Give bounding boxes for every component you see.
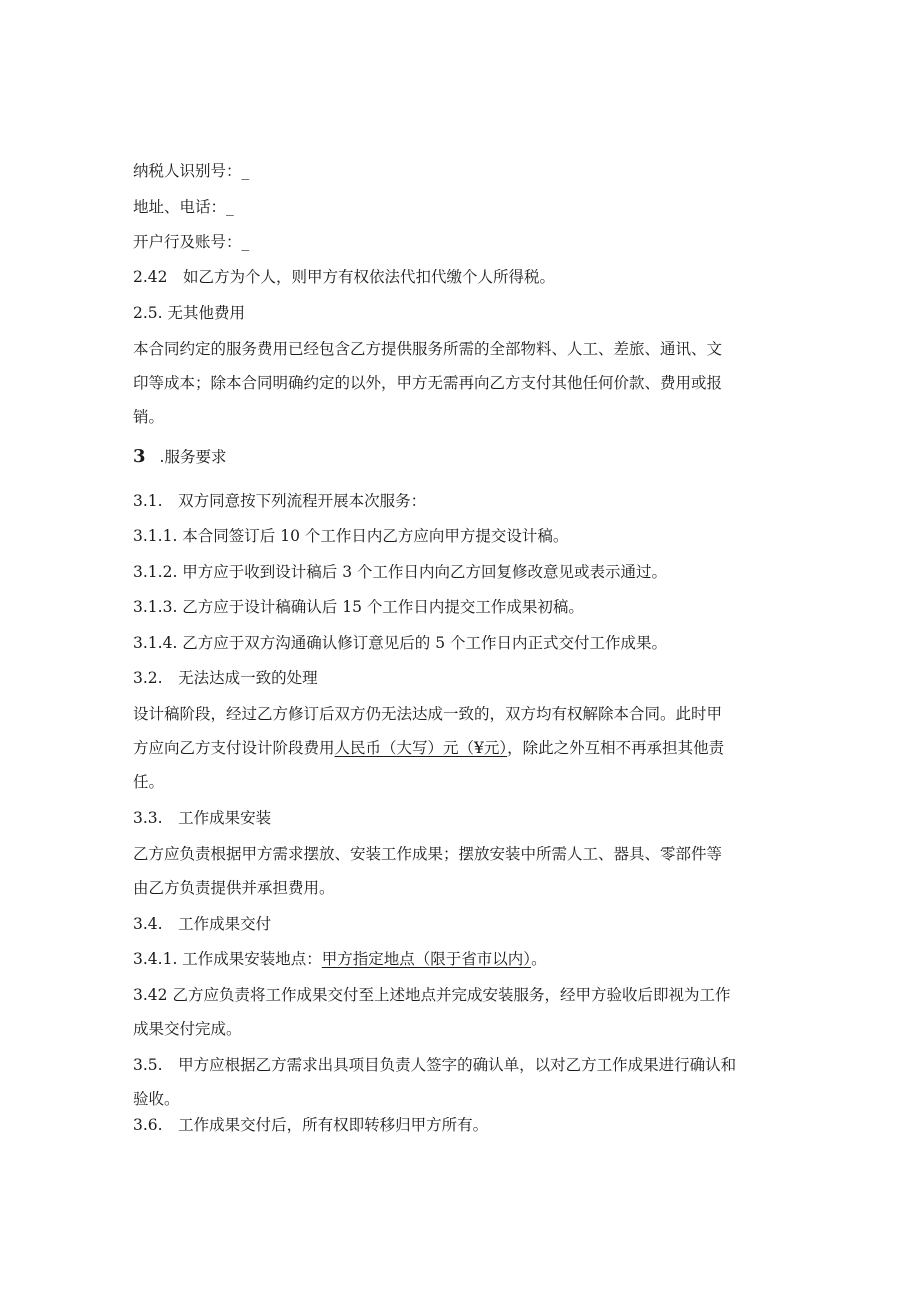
clause-3-4-1 — [133, 948, 793, 970]
clause-3-3-body-line: 乙方应负责根据甲方需求摆放、安装工作成果；摆放安装中所需人工、器具、零部件等 — [133, 845, 723, 863]
section-3-number: 3 — [133, 446, 146, 467]
clause-2-5-title: 2.5. 无其他费用 — [133, 304, 246, 322]
clause-3-2-text: ，除此之外互相不再承担其他责 — [507, 739, 725, 757]
clause-3-6: 3.6. 工作成果交付后，所有权即转移归甲方所有。 — [133, 1116, 489, 1134]
clause-3-42-line: 3.42 乙方应负责将工作成果交付至上述地点并完成安装服务，经甲方验收后即视为工作 — [133, 986, 731, 1004]
clause-3-2-text: 方应向乙方支付设计阶段费用 — [133, 739, 335, 757]
fee-amount-blank: 人民币（大写）元（¥元） — [334, 739, 508, 757]
address-phone-line: 地址、电话：_ — [133, 198, 234, 216]
clause-3-4-1-text: 。 — [531, 950, 547, 968]
clause-2-5-body-line: 本合同约定的服务费用已经包含乙方提供服务所需的全部物料、人工、差旅、通讯、文 — [133, 340, 723, 358]
clause-3-4-title: 3.4. 工作成果交付 — [133, 915, 272, 933]
clause-3-2-title: 3.2. 无法达成一致的处理 — [133, 669, 318, 687]
clause-3-3-title: 3.3. 工作成果安装 — [133, 809, 272, 827]
clause-3-2-body-line: 任。 — [133, 773, 165, 791]
section-3-title: .服务要求 — [159, 448, 227, 466]
tax-id-line: 纳税人识别号：_ — [133, 162, 250, 180]
bank-account-line: 开户行及账号：_ — [133, 233, 250, 251]
clause-3-3-body-line: 由乙方负责提供并承担费用。 — [133, 879, 335, 897]
clause-2-42: 2.42 如乙方为个人，则甲方有权依法代扣代缴个人所得税。 — [133, 268, 556, 286]
clause-3-1-1: 3.1.1. 本合同签订后 10 个工作日内乙方应向甲方提交设计稿。 — [133, 527, 569, 545]
clause-3-1-2: 3.1.2. 甲方应于收到设计稿后 3 个工作日内向乙方回复修改意见或表示通过。 — [133, 563, 668, 581]
clause-3-1: 3.1. 双方同意按下列流程开展本次服务： — [133, 492, 427, 510]
clause-3-2-body-line: 设计稿阶段，经过乙方修订后双方仍无法达成一致的，双方均有权解除本合同。此时甲 — [133, 705, 723, 723]
clause-3-42-line: 成果交付完成。 — [133, 1020, 242, 1038]
clause-3-5-line: 验收。 — [133, 1090, 180, 1108]
install-location-blank: 甲方指定地点（限于省市以内） — [321, 950, 532, 968]
clause-2-5-body-line: 销。 — [133, 408, 165, 426]
clause-2-5-body-line: 印等成本；除本合同明确约定的以外，甲方无需再向乙方支付其他任何价款、费用或报 — [133, 374, 723, 392]
clause-3-4-1-text: 3.4.1. 工作成果安装地点： — [133, 950, 322, 968]
clause-3-5-line: 3.5. 甲方应根据乙方需求出具项目负责人签字的确认单，以对乙方工作成果进行确认和 — [133, 1056, 737, 1074]
clause-3-1-4: 3.1.4. 乙方应于双方沟通确认修订意见后的 5 个工作日内正式交付工作成果。 — [133, 634, 668, 652]
clause-3-2-body-line — [133, 737, 793, 759]
clause-3-1-3: 3.1.3. 乙方应于设计稿确认后 15 个工作日内提交工作成果初稿。 — [133, 598, 584, 616]
section-3-heading — [133, 446, 793, 468]
